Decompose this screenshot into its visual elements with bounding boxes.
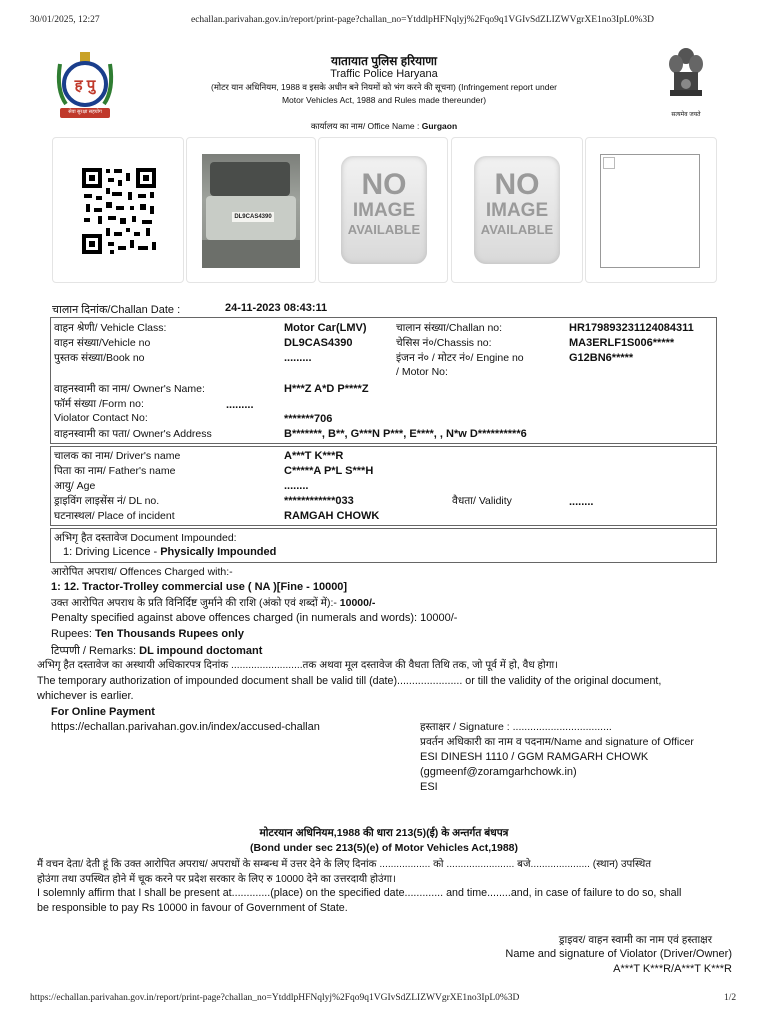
vehicle-details-box [50, 317, 717, 444]
bond-title-english: (Bond under sec 213(5)(e) of Motor Vehicles Act,1988) [249, 842, 518, 854]
chassis-value: MA3ERLF1S006***** [569, 337, 675, 349]
impounded-item-name: 1: Driving Licence - [63, 546, 161, 558]
qr-code-panel [52, 137, 184, 283]
place-of-incident-value: RAMGAH CHOWK [284, 510, 380, 522]
print-page-number: 1/2 [724, 993, 737, 1003]
emblem-motto: सत्यमेव जयते [671, 112, 701, 118]
no-image-panel-1 [318, 137, 448, 283]
form-no-value: ......... [226, 399, 254, 411]
engine-no-value: G12BN6***** [569, 352, 634, 364]
vehicle-no-label: वाहन संख्या/Vehicle no [54, 337, 151, 349]
violator-label-hindi: ड्राइवर/ वाहन स्वामी का नाम एवं हस्ताक्षर [558, 934, 712, 946]
office-value: Gurgaon [421, 121, 458, 131]
violator-contact-value: *******706 [284, 413, 333, 425]
dl-no-label: ड्राइविंग लाइसेंस नं/ DL no. [54, 495, 160, 507]
penalty-english: Penalty specified against above offences charged (in numerals and words): 10000/- [51, 612, 458, 624]
qr-code-icon [80, 166, 158, 256]
remarks-label: टिप्पणी / Remarks: [51, 645, 140, 657]
chassis-label: चेसिस नं०/Chassis no: [396, 337, 492, 349]
remarks-value: DL impound doctomant [139, 645, 263, 657]
online-payment-title: For Online Payment [51, 706, 155, 718]
challan-no-value: HR179893231124084311 [569, 322, 694, 334]
officer-line-1: ESI DINESH 1110 / GGM RAMGARH CHOWK [420, 751, 649, 763]
subtitle-line2: Motor Vehicles Act, 1988 and Rules made thereunder) [281, 95, 487, 105]
owner-name-label: वाहनस्वामी का नाम/ Owner's Name: [54, 383, 205, 395]
vehicle-photo [202, 154, 300, 268]
temporary-authorization-hindi: अभिगृ हैत दस्तावेज का अस्थायी अधिकारपत्र दिनांक .........................तक अथवा मूल दस्तावेज की वैधता तिथि तक, जो पूर्व में हो, वैध होगा। [37, 660, 559, 671]
bond-hindi-2: होउंगा तथा उपस्थित होने में चूक करने पर प्रदेश सरकार के लिए रु 10000 देने का उत्तरदायी होउंगा। [37, 874, 396, 885]
penalty-hindi [51, 596, 375, 610]
father-name-label: पिता का नाम/ Father's name [54, 465, 176, 477]
vehicle-class-label: वाहन श्रेणी/ Vehicle Class: [54, 322, 167, 334]
rupees-line [51, 628, 244, 640]
officer-line-3: ESI [420, 781, 438, 793]
subtitle-line1: (मोटर यान अधिनियम, 1988 व इसके अधीन बने नियमों को भंग करने की सूचना) (Infringement report under [210, 82, 557, 92]
vehicle-no-value: DL9CAS4390 [284, 337, 353, 349]
officer-line-2: (ggmeenf@zoramgarhchowk.in) [420, 766, 577, 778]
owner-address-label: वाहनस्वामी का पता/ Owner's Address [54, 428, 212, 440]
impounded-item [63, 546, 276, 558]
age-value: ........ [284, 480, 309, 492]
owner-name-value: H***Z A*D P****Z [284, 383, 369, 395]
broken-image-icon [600, 154, 700, 268]
officer-signature: हस्ताक्षर / Signature : .................................. [420, 721, 612, 733]
bond-hindi-1: मैं वचन देता/ देती हूं कि उक्त आरोपित अपराध/ अपराधों के सम्बन्ध में उत्तर देने के लिए दिनांक .................. को ........................ बजे..................... (स्थान) उपस्थित [37, 859, 652, 870]
driver-name-value: A***T K***R [284, 450, 344, 462]
motor-no-label: / Motor No: [396, 366, 448, 378]
challan-date-label: चालान दिनांक/Challan Date : [52, 304, 181, 316]
bond-english-1: I solemnly affirm that I shall be present at.............(place) on the specified date............. and time........and, in case of failure to do so, shall [37, 887, 682, 899]
temporary-authorization-english-1: The temporary authorization of impounded document shall be valid till (date)...................... or till the validity of the original document, [37, 675, 662, 687]
rupees-label: Rupees: [51, 628, 96, 640]
rupees-value: Ten Thousands Rupees only [95, 628, 244, 640]
impounded-item-status: Physically Impounded [160, 546, 277, 558]
validity-value: ........ [569, 496, 594, 508]
validity-label: वैधता/ Validity [452, 495, 512, 507]
penalty-hindi-label: उक्त आरोपित अपराध के प्रति विनिर्दिष्ट जुर्माने की राशि (अंको एवं शब्दों में):- [51, 597, 340, 609]
penalty-hindi-value: 10000/- [339, 597, 376, 609]
age-label: आयु/ Age [54, 480, 96, 492]
bond-title-hindi: मोटरयान अधिनियम,1988 की धारा 213(5)(ई) के अन्तर्गत बंधपत्र [259, 827, 509, 839]
book-no-value: ......... [284, 352, 312, 364]
title-english: Traffic Police Haryana [330, 68, 438, 80]
no-image-placeholder-1: NO IMAGE AVAILABLE [341, 156, 427, 264]
temporary-authorization-english-2: whichever is earlier. [37, 690, 134, 702]
driver-details-box [50, 446, 717, 526]
logo-motto: सेवा सुरक्षा सहयोग [68, 109, 102, 115]
haryana-police-logo [52, 50, 118, 122]
national-emblem [664, 46, 708, 120]
print-url: echallan.parivahan.gov.in/report/print-page?challan_no=YtddlpHFNqlyj%2Fqo9q1VGIvSdZLIZWVgrXE1no3IpL0%3D [191, 15, 655, 25]
no-image-placeholder-2: NO IMAGE AVAILABLE [474, 156, 560, 264]
challan-no-label: चालान संख्या/Challan no: [396, 322, 503, 334]
title-hindi: यातायात पुलिस हरियाणा [330, 54, 437, 68]
document-impounded-label: अभिगृ हैत दस्तावेज Document Impounded: [54, 532, 237, 544]
print-datetime: 30/01/2025, 12:27 [30, 15, 100, 25]
offence-item: 1: 12. Tractor-Trolley commercial use ( NA )[Fine - 10000] [51, 581, 348, 593]
dl-no-value: ************033 [284, 495, 354, 507]
place-of-incident-label: घटनास्थल/ Place of incident [54, 510, 175, 522]
driver-name-label: चालक का नाम/ Driver's name [54, 450, 181, 462]
office-label: कार्यालय का नाम/ Office Name : [310, 121, 422, 131]
document-impounded-box [50, 528, 717, 563]
bond-english-2: be responsible to pay Rs 10000 in favour of Government of State. [37, 902, 348, 914]
vehicle-photo-panel [186, 137, 316, 283]
online-payment-link[interactable]: https://echallan.parivahan.gov.in/index/accused-challan [51, 721, 320, 733]
offences-label: आरोपित अपराध/ Offences Charged with:- [51, 566, 233, 578]
officer-name-label: प्रवर्तन अधिकारी का नाम व पदनाम/Name and signature of Officer [420, 736, 694, 748]
no-image-panel-2 [451, 137, 583, 283]
violator-label-english: Name and signature of Violator (Driver/Owner) [505, 948, 732, 960]
vehicle-class-value: Motor Car(LMV) [284, 322, 367, 334]
violator-contact-label: Violator Contact No: [54, 412, 148, 424]
violator-value: A***T K***R/A***T K***R [613, 963, 732, 975]
remarks-line [51, 643, 262, 658]
print-footer-url: https://echallan.parivahan.gov.in/report/print-page?challan_no=YtddlpHFNqlyj%2Fqo9q1VGIvSdZLIZWVgrXE1no3IpL0%3D [30, 993, 520, 1003]
father-name-value: C*****A P*L S***H [284, 465, 374, 477]
engine-no-label: इंजन नं० / मोटर नं०/ Engine no [396, 352, 524, 364]
image-panel-blank [585, 137, 717, 283]
vehicle-plate: DL9CAS4390 [232, 212, 274, 222]
form-no-label: फॉर्म संख्या /Form no: [54, 398, 144, 410]
office-name [200, 121, 568, 132]
book-no-label: पुस्तक संख्या/Book no [54, 352, 145, 364]
owner-address-value: B*******, B**, G***N P***, E****, , N*w D**********6 [284, 428, 527, 440]
challan-date-value: 24-11-2023 08:43:11 [225, 302, 328, 314]
logo-letters: ह पु [74, 77, 96, 94]
